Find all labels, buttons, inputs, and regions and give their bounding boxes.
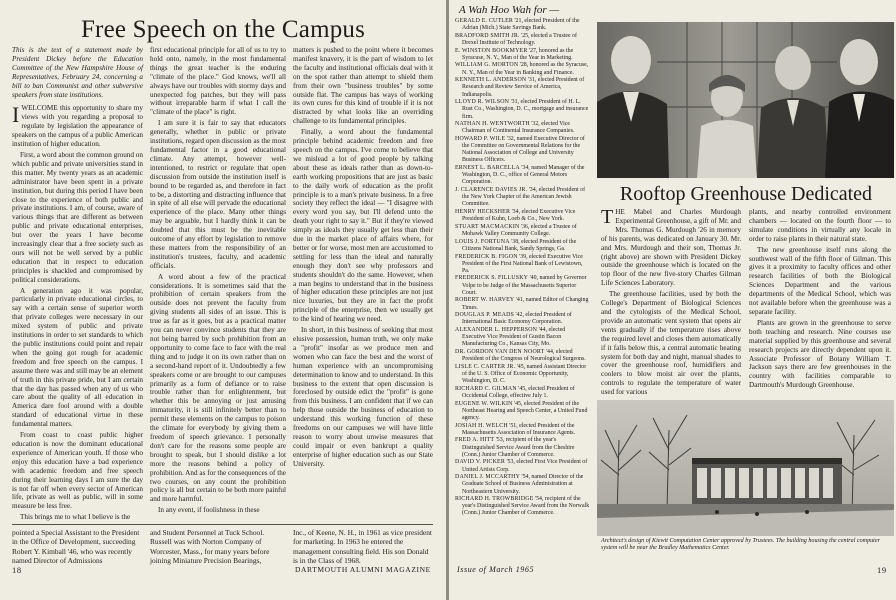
alumni-note-text: '45, elected President of the Northeast Hearing and Speech Center, a United Fund agency. (462, 400, 588, 421)
drop-cap: T (601, 206, 614, 228)
continued-column-2: and Student Personnel at Tuck School. Russell was with Norton Company of Worcester, Mass., for many years before joining Miniature Precision Bearings, (150, 528, 270, 565)
alumni-note-text: '45, elected President of Occidental College, effective July 1. (462, 385, 575, 399)
alumni-note (455, 33, 590, 47)
running-foot: DARTMOUTH ALUMNI MAGAZINE (295, 565, 431, 574)
alumni-name: RICHARD H. TROWBRIDGE (455, 496, 534, 503)
alumni-note (455, 254, 590, 275)
divider (12, 524, 433, 525)
alumni-name: FREDERICK B. FIGON (455, 253, 518, 260)
alumni-name: DANIEL J. MCCARTHY (455, 474, 521, 481)
left-page (0, 0, 446, 600)
alumni-name: HENRY HECKSHER (455, 209, 511, 216)
article-paragraph: A word about a few of the practical considerations. It is sometimes said that the prohibition of certain speakers from the outside does not prevent the faculty from giving students all sides of an issue. This is true as far as it goes, but as a practical matter you can never convince students that they are not being barred by such prohibition from an opportunity to come face to face with the real thing and to judge it on its own rather than on a second-hand report of it. Undoubtedly a few speakers come or are brought to our campuses primarily as a form of defiance or to raise trouble rather than for enlightenment, but whether this be annoying or just amusing immaturity, it is still infinitely better than to permit these elements on the campus to poison the climate for everybody by giving them a freedom of speech grievance. I personally don't care for the reasons some people are brought to speak, but I should dislike a lot more the reasons behind a policy of prohibition. And as for the consequences of the two courses, on any count the prohibition policy is all but certain to be both more painful and more harmful. (150, 272, 286, 504)
alumni-name: STUART MACMACKIN (455, 223, 520, 230)
alumni-note-text: '34, elected President of the New York Chapter of the American Jewish Committee. (462, 187, 586, 208)
rooftop-paragraph (601, 208, 741, 288)
rooftop-paragraph: The new greenhouse itself runs along the southwest wall of the fifth floor of Gilman. This gives it a proximity to faculty offices and other research facilities of both the Biological Sciences Department and the various departments of the Medical School, which was not available before when the greenhouse was a separate facility. (749, 245, 891, 316)
alumni-note-text: '25, elected a Trustee of Drexel Institute of Technology. (462, 32, 577, 46)
page-number: 18 (12, 565, 22, 575)
article-intro: This is the text of a statement made by President Dickey before the Education Committee of the New Hampshire House of Representatives, February 24, concerning a bill to ban Communist and other subversive speakers from state institutions. (12, 46, 143, 99)
alumni-note-text: '44, elected President of the Congress of Neurological Surgeons. (462, 349, 586, 363)
article-paragraph: From coast to coast public higher education is now the dominant educational experience of American youth. If those who enjoy this education have a bad experience with academic freedom and free speech during their learning days I am sure the day is not far off when every sector of American life, private as well as public, will in some measure be less free. (12, 431, 143, 511)
rooftop-opening-text: HE Mabel and Charles Murdough Experimental Greenhouse, a gift of Mr. and Mrs. Thomas G. Murdough '26 in memory of his parents, was dedicated on January 30. Mr. and Mrs. Murdough and their son, Thomas Jr. (right above) are shown with President Dickey outside the greenhouse which is located on the top floor of the new five-story Charles Gilman Life Sciences Laboratory. (601, 208, 741, 288)
photo-caption: Architect's design of Kiewit Computation Center approved by Trustees. The building housing the central computer system will be near the Bradley Mathematics Center. (601, 538, 880, 552)
continued-column-3: Inc., of Keene, N. H., in 1961 as vice president for marketing. In 1963 he entered the management consulting field. His son Donald is in the Class of 1968. (293, 528, 432, 565)
alumni-name: HOWARD P. WILE (455, 136, 506, 142)
alumni-note-text: '54, named Director of the Graduate School of Business Administration at Northeastern University. (462, 474, 584, 495)
alumni-name: NATHAN H. WENTWORTH (455, 121, 530, 128)
article-title: Free Speech on the Campus (80, 16, 366, 43)
alumni-note (455, 327, 590, 348)
rooftop-title: Rooftop Greenhouse Dedicated (619, 183, 873, 205)
alumni-note (455, 187, 590, 208)
alumni-note (455, 239, 590, 253)
article-paragraph: This brings me to what I believe is the (20, 513, 131, 522)
alumni-note-text: '41, named Editor of Changing Times. (462, 297, 589, 311)
alumni-note (455, 312, 590, 326)
alumni-note-text: '31, elected President of Research and Review Service of America, Indianapolis. (462, 77, 585, 98)
alumni-note-text: '28, honored as the Syracuse, N. Y., Man of the Year in Banking and Finance. (462, 62, 589, 76)
alumni-note (455, 165, 590, 186)
alumni-name: KENNETH L. ANDERSON (455, 77, 527, 84)
alumni-note-text: '53, elected First Vice President of United Artists Corp. (462, 459, 588, 473)
alumni-name: LLOYD R. WILSON (455, 99, 510, 106)
alumni-note (455, 62, 590, 76)
alumni-note (455, 18, 590, 32)
alumni-name: GERALD E. CUTLER (455, 18, 514, 24)
alumni-name: ERNEST L. BARCELLA (455, 165, 520, 172)
article-paragraph: I am sure it is fair to say that educators generally, whether in public or private institutions, regard open discussion as the most fundamental factor in a good educational climate. Any attempt, however well-intentioned, to restrict or regulate that open discussion from outside the institution itself is bound to be regarded as, and therefore in fact to be, a distorting and distracting influence that in spite of all else will pervade the educational experience of the place. Many other things may be arguable, but I hardly think it can be doubted that this must be the inevitable outcome of any effort by legislation to remove these matters from the responsibility of an institution's trustees, faculty, and academic officials. (150, 119, 286, 270)
alumni-note-text: '36, elected a Trustee of Mohawk Valley Community College. (462, 223, 577, 238)
article-column-1 (12, 46, 143, 524)
alumni-note (455, 459, 590, 473)
alumni-name: EUGENE W. WILKIN (455, 400, 513, 407)
opening-text: WELCOME this opportunity to share my views with you regarding a proposal to regulate by legislation the appearance of speakers on the campus of a public American institution of higher education. (12, 104, 143, 149)
rooftop-paragraph: The greenhouse facilities, used by both the College's Department of Biological Sciences and the cytologists of the Medical School, provide an automatic vent system that opens air vents gradually if the temperature rises above the required level and closes them automatically if it falls below this, a central automatic heating system for both day and night, manual shades to cover the greenhouse roof, humidifiers and coolers to blow moist air over the plants, controls to regulate the temperature of water used for various (601, 290, 741, 397)
article-paragraph: matters is pushed to the point where it becomes manifest knavery, it is the part of wisdom to let the faculty and institutional officials deal with it on the spot rather than attempt to shield them from their own "business troubles" by some outside flat. The campus has ways of working its own cures for this kind of trouble if it is not distracted by what looks like an overriding challenge to its fundamental principles. (293, 46, 433, 126)
alumni-note (455, 275, 590, 296)
right-page (449, 0, 896, 600)
alumni-name: BRADFORD SMITH JR. (455, 32, 520, 39)
alumni-name: DOUGLAS P. MEADS (455, 312, 515, 319)
article-column-3 (293, 46, 433, 524)
alumni-note (455, 364, 590, 385)
article-column-2 (150, 46, 286, 524)
alumni-note-text: '38, elected President of the Citizens National Bank, Sandy Springs, Ga. (462, 238, 577, 252)
alumni-note-text: '42, elected President of International Basic Economy Corporation. (462, 312, 572, 326)
alumni-note-text: '34, elected Executive Vice President of Kuhn, Loeb & Co., New York. (462, 209, 576, 223)
rooftop-paragraph: plants, and nearby controlled environment chambers — located on the fourth floor — to simulate conditions in virtually any locale in order to raise plants in their natural state. (749, 208, 891, 243)
alumni-note (455, 77, 590, 98)
issue-label: Issue of March 1965 (457, 565, 535, 574)
alumni-note (455, 423, 590, 437)
alumni-note-text: '32, named Executive Director of the Committee on Governmental Relations for the National Association of College and University Business Officers. (462, 136, 585, 164)
alumni-name: E. WINSTON BOOKMYER (455, 47, 528, 54)
greenhouse-photo (597, 22, 894, 178)
article-paragraph: first educational principle for all of us to try to hold onto, namely, in the most fundamental things the great teacher is the enduring "climate of the place." God knows, we'll all always have our troubles with stormy days and unexpected fog patches, but they will pass without irreparable harm if what I call the "climate of the place" is right. (150, 46, 286, 117)
article-paragraph: A generation ago it was popular, particularly in private educational circles, to say with a certain sense of superior worth that private colleges were necessary in our mixed system of public and private institutions in order to set standards to which the public institutions could point and repair when the going got rough for academic freedom and free speech on the campus. I assume there was and still may be an element of truth in this private pride, but I am certain that the day has passed when any of us who care about the quality of all education in America dare fool around with a double standard of educational virtue in these fundamental matters. (12, 286, 143, 429)
alumni-note-text: '44, elected Executive Vice President of Gustin Bacon Manufacturing Co., Kansas City, Mo. (462, 327, 566, 348)
computation-center-photo (597, 400, 894, 536)
continued-column-1: pointed a Special Assistant to the President in the Office of Development, succeeding Robert Y. Kimball '46, who was recently named Director of Admissions (12, 528, 140, 565)
alumni-note-text: '34, named Manager of the Washington, D. C., office of General Motors Corporation. (462, 165, 585, 186)
alumni-note-text: '31, elected President of H. L. Rust Co., Washington, D. C., mortgage and insurance firm. (462, 99, 589, 120)
section-heading: A Wah Hoo Wah for — (459, 4, 560, 16)
alumni-name: WILLIAM G. MORTON (455, 62, 519, 69)
page-number: 19 (877, 565, 887, 575)
alumni-note (455, 48, 590, 62)
computation-center-image (597, 400, 894, 536)
greenhouse-photo-image (597, 22, 894, 178)
alumni-notes-list (455, 18, 590, 558)
alumni-note-text: '53, recipient of the year's Distinguished Service Award from the Cheshire (Conn.) Junior Chamber of Commerce. (462, 437, 575, 458)
alumni-note-text: '21, elected President of the Adrian (Mich.) State Savings Bank. (462, 18, 580, 32)
alumni-name: LISLE C. CARTER JR. (455, 363, 516, 370)
article-paragraph: First, a word about the common ground on which public and private universities stand in this matter. My twenty years as an academic administrator have been spent in a private institution, but during this period I have been close to the experience of both public and private institutions. I am, of course, aware of various things that are different as between public and private educational enterprises, but over the years I have become increasingly clear that a free society such as ours will not be well served by a public education that in respect to education principles is shackled and compromised by political considerations. (12, 150, 143, 284)
alumni-name: ROBERT W. HARVEY (455, 297, 515, 304)
alumni-name: ALEXANDER L. HEPPERSON (455, 327, 538, 334)
drop-cap: I (12, 102, 20, 128)
rooftop-column-1 (601, 208, 741, 398)
alumni-note-text: '54, recipient of the year's Distinguished Service Award from the Norwalk (Conn.) Junior Chamber of Commerce. (462, 496, 590, 517)
rooftop-paragraph: Plants are grown in the greenhouse to serve both teaching and research. Nine courses use material supplied by this greenhouse and several research projects are directly dependent upon it. Associate Professor of Botany William T. Jackson says there are few greenhouses in the country with facilities comparable to Dartmouth's Murdough Greenhouse. (749, 318, 891, 390)
alumni-note (455, 401, 590, 422)
rooftop-column-2 (749, 208, 891, 398)
alumni-note (455, 496, 590, 517)
alumni-note (455, 297, 590, 311)
alumni-note (455, 136, 590, 165)
alumni-note (455, 209, 590, 223)
alumni-note-text: '27, honored as the Syracuse, N. Y., Man of the Year in Marketing. (462, 47, 574, 61)
alumni-name: LOUIS J. FORTUNA (455, 238, 510, 245)
alumni-note (455, 474, 590, 495)
alumni-name: FRED A. HITT (455, 437, 495, 444)
alumni-note (455, 437, 590, 458)
article-paragraph: In short, in this business of seeking that most elusive possession, human truth, we only make a "profit" insofar as we produce men and women who can face the best and the worst of human experience with an uncompromising determination to know and to understand. In this business to the extent that open discussion is foreclosed by outside edict the "profit" is gone from this business. I am confident that if we can help those outside the business of education to understand this working function of these freedoms on our campuses we will have little reason to worry about unwise measures that could impair or even bankrupt a quality enterprise of higher education such as our State University. (293, 326, 433, 468)
alumni-name: J. CLARENCE DAVIES JR. (455, 187, 528, 194)
article-paragraph: In any event, if foolishness in these (158, 506, 260, 515)
alumni-name: FREDERICK S. FILLUSKY (455, 275, 529, 282)
alumni-note (455, 224, 590, 238)
alumni-note (455, 386, 590, 400)
alumni-note (455, 121, 590, 135)
alumni-note-text: '45, named Assistant Director of the U. S. Office of Economic Opportunity, Washington, D. C. (462, 363, 587, 385)
alumni-note-text: '40, named by Governor Volpe to be Judge of the Massachusetts Superior Court. (462, 275, 587, 296)
alumni-note-text: '51, elected President of the Massachusetts Association of Insurance Agents. (462, 422, 576, 436)
alumni-name: RICHARD C. GILMAN (455, 385, 517, 392)
alumni-note (455, 349, 590, 363)
article-paragraph: Finally, a word about the fundamental principle behind academic freedom and free speech on the campus. I've come to believe that we mislead a lot of good people by talking about these as ideals rather than as down-to-earth working propositions that are just as basic to the daily work of education as the profit principle is to a man's private business. In a free society they reflect the ideal — "I disagree with every word you say, but I'll defend unto the death your right to say it." But if they're viewed simply as ideals they usually get less than their due in the market place of affairs where, for better or for worse, most men are accustomed to settling for less than the ideal and naturally enough they don't see why professors and students shouldn't do the same. However, when a man begins to understand that in the business of higher education these principles are not just nice luxuries, but they are in fact the profit principle of the enterprise, then we usually get to the kind of hearing we need. (293, 128, 433, 324)
alumni-note-text: '32, elected Vice Chairman of Continental Insurance Companies. (462, 121, 575, 135)
alumni-name: DR. GORDON VAN DEN NOORT (455, 349, 545, 356)
alumni-note (455, 99, 590, 120)
alumni-name: DAVID V. PICKER (455, 459, 505, 466)
article-paragraph (12, 104, 143, 149)
alumni-note-text: '39, elected Executive Vice President of the First National Bank of Lewistown, Pa. (462, 253, 583, 274)
alumni-name: JOSIAH H. WELCH (455, 422, 508, 429)
